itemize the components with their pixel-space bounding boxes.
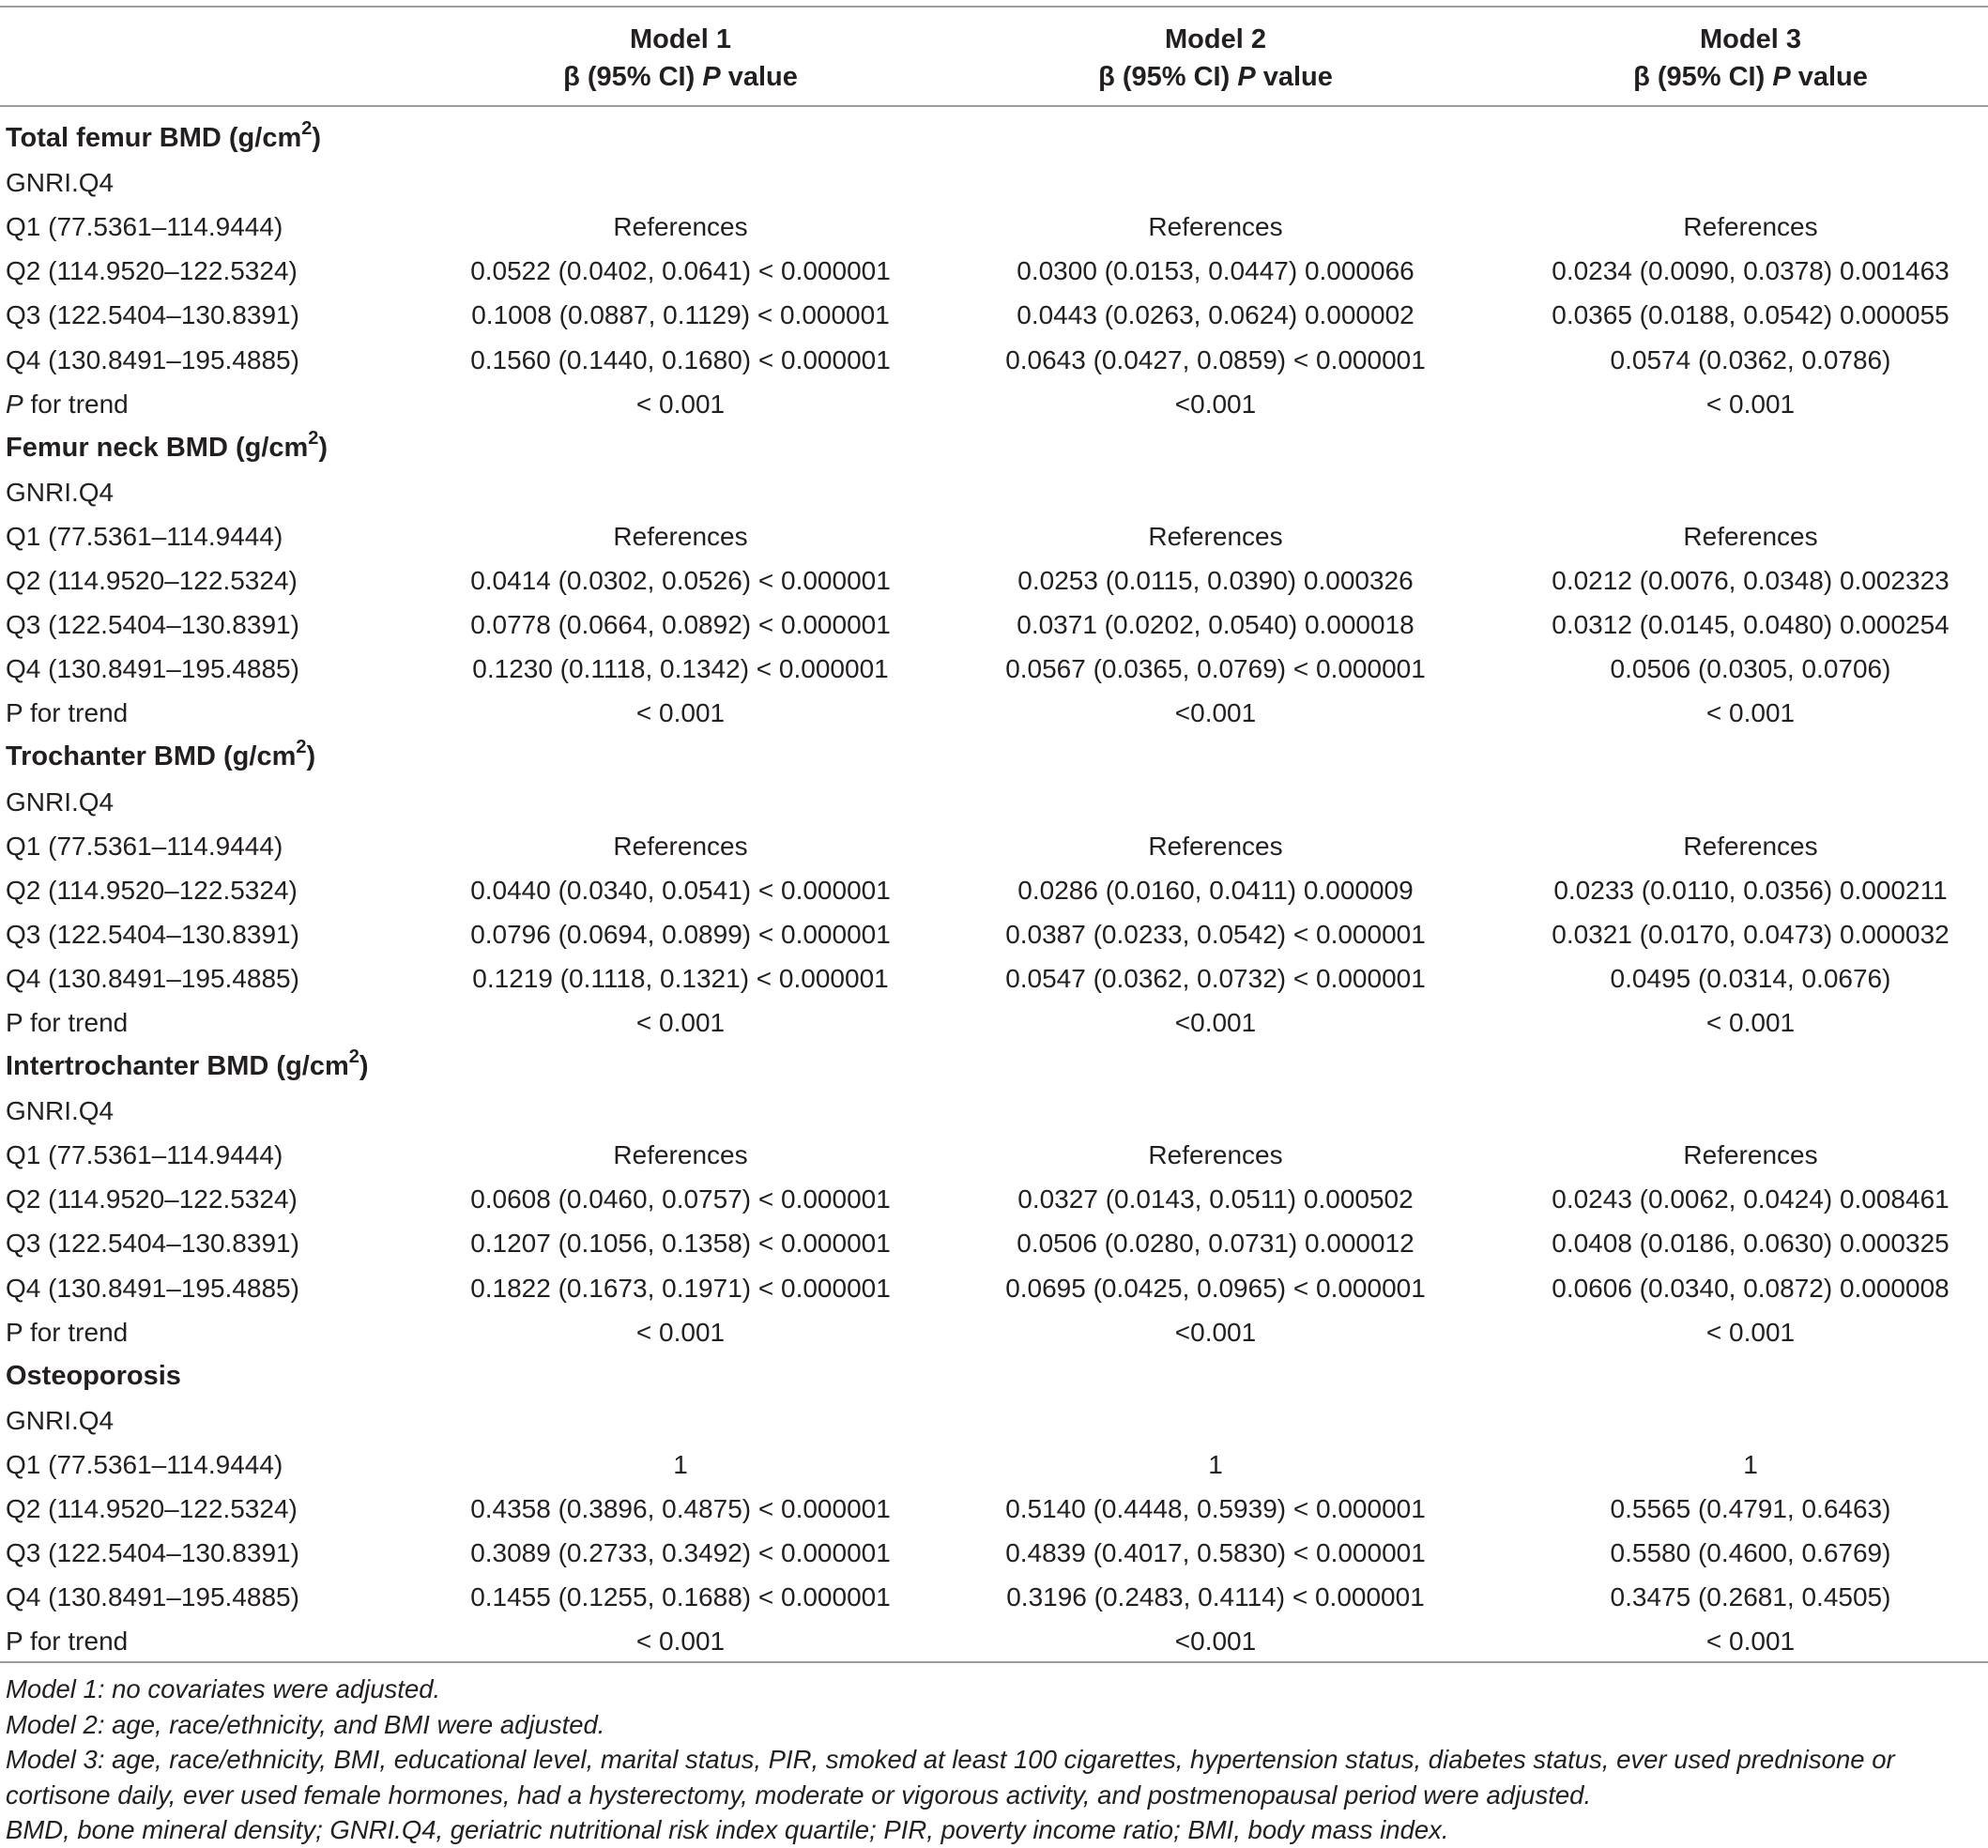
model-2-cell: 0.0327 (0.0143, 0.0511) 0.000502 (1017, 1184, 1414, 1214)
section-title-close: ) (306, 741, 316, 771)
group-label: GNRI.Q4 (6, 168, 115, 197)
column-header-model-3 (1488, 21, 1988, 96)
model-1-cell: 0.1822 (0.1673, 0.1971) < 0.000001 (470, 1274, 891, 1303)
section-header-row (0, 116, 1988, 160)
table-bottom-rule (0, 1661, 1988, 1663)
model-1-cell: 0.0440 (0.0340, 0.0541) < 0.000001 (470, 876, 891, 905)
model-3-trend: < 0.001 (1705, 698, 1796, 727)
model-3-cell: 0.0312 (0.0145, 0.0480) 0.000254 (1552, 610, 1950, 639)
model-1-cell: 0.1207 (0.1056, 0.1358) < 0.000001 (470, 1229, 891, 1258)
model-1-cell: 0.0522 (0.0402, 0.0641) < 0.000001 (470, 256, 891, 285)
row-label: Q3 (122.5404–130.8391) (6, 1229, 299, 1258)
group-label: GNRI.Q4 (6, 787, 115, 817)
group-label-row (0, 470, 1988, 514)
p-italic: P (6, 389, 23, 419)
model-2-cell: References (1148, 832, 1283, 861)
table-row (0, 824, 1988, 868)
group-label-row (0, 160, 1988, 205)
p-for-trend-label (6, 382, 129, 426)
table-row (0, 249, 1988, 293)
model-3-cell: 0.0365 (0.0188, 0.0542) 0.000055 (1552, 300, 1950, 329)
p-for-trend-label (6, 1619, 128, 1663)
row-label: Q1 (77.5361–114.9444) (6, 1140, 283, 1169)
model-1-cell: References (613, 522, 748, 551)
section-title-superscript: 2 (348, 1046, 359, 1068)
model-1-trend: < 0.001 (635, 698, 726, 727)
model-1-cell: 0.0778 (0.0664, 0.0892) < 0.000001 (470, 610, 891, 639)
row-label: Q2 (114.9520–122.5324) (6, 1494, 298, 1523)
section-title (6, 1045, 369, 1089)
column-header-model-2 (953, 21, 1478, 96)
model-3-cell: 0.0574 (0.0362, 0.0786) (1610, 345, 1891, 374)
model-1-trend: < 0.001 (635, 389, 726, 419)
row-label: Q2 (114.9520–122.5324) (6, 1184, 298, 1214)
column-subtitle: β (95% CI) P value (1633, 62, 1868, 92)
p-for-trend-label (6, 1310, 128, 1354)
model-3-trend: < 0.001 (1705, 1008, 1796, 1037)
model-2-cell: 0.0443 (0.0263, 0.0624) 0.000002 (1017, 300, 1415, 329)
p-label-text: P for trend (6, 698, 129, 727)
table-row (0, 558, 1988, 603)
model-2-cell: 0.3196 (0.2483, 0.4114) < 0.000001 (1006, 1582, 1425, 1611)
model-3-cell: 0.0234 (0.0090, 0.0378) 0.001463 (1552, 256, 1950, 285)
column-title: Model 3 (1700, 24, 1801, 54)
row-label: Q1 (77.5361–114.9444) (6, 1450, 283, 1479)
group-label-row (0, 1089, 1988, 1133)
section-title (6, 426, 328, 470)
section-title-close: ) (359, 1051, 369, 1081)
model-3-cell: 0.5565 (0.4791, 0.6463) (1610, 1494, 1891, 1523)
table-row (0, 912, 1988, 956)
table-row (0, 868, 1988, 912)
footnote: Model 1: no covariates were adjusted. (6, 1674, 441, 1703)
section-title (6, 116, 321, 160)
section-title-close: ) (312, 123, 322, 153)
row-label: Q4 (130.8491–195.4885) (6, 964, 299, 993)
p-label-text: P for trend (6, 1318, 129, 1347)
table-top-rule (0, 6, 1988, 8)
model-1-cell: References (613, 1140, 748, 1169)
model-2-cell: 0.0300 (0.0153, 0.0447) 0.000066 (1017, 256, 1415, 285)
table-row (0, 1221, 1988, 1265)
table-row (0, 205, 1988, 249)
model-3-trend: < 0.001 (1705, 1627, 1796, 1656)
column-header-model-1 (418, 21, 943, 96)
model-3-cell: 0.0212 (0.0076, 0.0348) 0.002323 (1552, 566, 1950, 595)
model-2-cell: 0.0695 (0.0425, 0.0965) < 0.000001 (1005, 1274, 1426, 1303)
section-title (6, 1354, 181, 1398)
model-3-cell: 0.0506 (0.0305, 0.0706) (1610, 654, 1891, 683)
column-title: Model 1 (630, 24, 731, 54)
model-3-cell: 0.0408 (0.0186, 0.0630) 0.000325 (1552, 1229, 1950, 1258)
section-title-text: Trochanter BMD (g/cm (6, 741, 297, 771)
group-label-row (0, 1398, 1988, 1443)
model-2-trend: <0.001 (1174, 1318, 1257, 1347)
table-footnotes (6, 1672, 1982, 1848)
model-2-cell: 0.4839 (0.4017, 0.5830) < 0.000001 (1005, 1538, 1426, 1567)
row-label: Q1 (77.5361–114.9444) (6, 212, 283, 241)
table-row (0, 1177, 1988, 1221)
model-2-cell: 0.0506 (0.0280, 0.0731) 0.000012 (1017, 1229, 1415, 1258)
model-2-trend: <0.001 (1174, 1008, 1257, 1037)
model-1-trend: < 0.001 (635, 1627, 726, 1656)
model-3-cell: 0.5580 (0.4600, 0.6769) (1610, 1538, 1891, 1567)
model-3-cell: 0.0321 (0.0170, 0.0473) 0.000032 (1552, 920, 1950, 949)
model-1-cell: 0.1008 (0.0887, 0.1129) < 0.000001 (471, 300, 890, 329)
table-row (0, 1531, 1988, 1575)
section-title-text: Osteoporosis (6, 1361, 181, 1391)
section-header-row (0, 735, 1988, 779)
p-label-text: P for trend (6, 1627, 129, 1656)
model-2-cell: 0.0286 (0.0160, 0.0411) 0.000009 (1017, 876, 1414, 905)
group-label-row (0, 780, 1988, 824)
model-2-trend: <0.001 (1174, 698, 1257, 727)
table-row (0, 1443, 1988, 1487)
model-1-cell: References (613, 212, 748, 241)
model-1-cell: References (613, 832, 748, 861)
row-label: Q2 (114.9520–122.5324) (6, 566, 298, 595)
model-1-cell: 0.1230 (0.1118, 0.1342) < 0.000001 (472, 654, 889, 683)
model-2-trend: <0.001 (1174, 1627, 1257, 1656)
model-3-cell: References (1683, 522, 1818, 551)
section-title-text: Femur neck BMD (g/cm (6, 433, 309, 463)
section-header-row (0, 1045, 1988, 1089)
model-3-cell: 0.0243 (0.0062, 0.0424) 0.008461 (1552, 1184, 1950, 1214)
model-2-cell: 0.0253 (0.0115, 0.0390) 0.000326 (1017, 566, 1414, 595)
model-1-cell: 0.0796 (0.0694, 0.0899) < 0.000001 (470, 920, 891, 949)
section-title-superscript: 2 (296, 737, 307, 758)
row-label: Q3 (122.5404–130.8391) (6, 610, 299, 639)
model-2-cell: 1 (1208, 1450, 1223, 1479)
model-3-cell: References (1683, 212, 1818, 241)
table-row (0, 1133, 1988, 1177)
model-1-cell: 0.3089 (0.2733, 0.3492) < 0.000001 (470, 1538, 891, 1567)
table-row (0, 1266, 1988, 1310)
p-label-text: for trend (23, 389, 129, 419)
p-label-text: P for trend (6, 1008, 129, 1037)
model-1-trend: < 0.001 (635, 1008, 726, 1037)
model-3-cell: References (1683, 832, 1818, 861)
model-2-cell: References (1148, 212, 1283, 241)
model-2-cell: 0.0387 (0.0233, 0.0542) < 0.000001 (1005, 920, 1426, 949)
footnote: Model 3: age, race/ethnicity, BMI, educational level, marital status, PIR, smoked at least 100 cigarettes, hypertension status, diabetes status, ever used prednisone or cortisone daily, ever used female hormones, had a hysterectomy, moderate or vigorous activity, and postmenopausal period were adjusted. (6, 1745, 1895, 1810)
column-title: Model 2 (1165, 24, 1266, 54)
row-label: Q3 (122.5404–130.8391) (6, 1538, 299, 1567)
model-1-cell: 0.1219 (0.1118, 0.1321) < 0.000001 (472, 964, 889, 993)
model-3-trend: < 0.001 (1705, 1318, 1796, 1347)
table-row (0, 338, 1988, 382)
model-1-cell: 0.0414 (0.0302, 0.0526) < 0.000001 (470, 566, 891, 595)
model-3-cell: 0.0606 (0.0340, 0.0872) 0.000008 (1552, 1274, 1950, 1303)
row-label: Q4 (130.8491–195.4885) (6, 654, 299, 683)
p-for-trend-row (0, 1619, 1988, 1663)
row-label: Q2 (114.9520–122.5324) (6, 256, 298, 285)
model-3-cell: References (1683, 1140, 1818, 1169)
model-3-cell: 1 (1743, 1450, 1758, 1479)
p-for-trend-row (0, 1000, 1988, 1045)
model-3-cell: 0.3475 (0.2681, 0.4505) (1610, 1582, 1891, 1611)
section-title-superscript: 2 (301, 118, 313, 140)
footnote: BMD, bone mineral density; GNRI.Q4, geriatric nutritional risk index quartile; PIR, poverty income ratio; BMI, body mass index. (6, 1815, 1449, 1844)
model-2-cell: References (1148, 1140, 1283, 1169)
table-row (0, 514, 1988, 558)
model-2-trend: <0.001 (1174, 389, 1257, 419)
section-header-row (0, 426, 1988, 470)
model-1-cell: 0.1560 (0.1440, 0.1680) < 0.000001 (470, 345, 891, 374)
section-header-row (0, 1354, 1988, 1398)
model-3-trend: < 0.001 (1705, 389, 1796, 419)
footnote: Model 2: age, race/ethnicity, and BMI were adjusted. (6, 1709, 605, 1739)
table-row (0, 647, 1988, 691)
model-2-cell: 0.0371 (0.0202, 0.0540) 0.000018 (1017, 610, 1415, 639)
table-header-rule (0, 105, 1988, 107)
table-row (0, 293, 1988, 337)
row-label: Q4 (130.8491–195.4885) (6, 1274, 299, 1303)
section-title-close: ) (318, 433, 329, 463)
p-for-trend-row (0, 1310, 1988, 1354)
model-2-cell: 0.5140 (0.4448, 0.5939) < 0.000001 (1005, 1494, 1426, 1523)
table-row (0, 603, 1988, 647)
row-label: Q4 (130.8491–195.4885) (6, 345, 299, 374)
section-title (6, 735, 315, 779)
model-3-cell: 0.0495 (0.0314, 0.0676) (1610, 964, 1891, 993)
table-row (0, 1575, 1988, 1619)
row-label: Q1 (77.5361–114.9444) (6, 522, 283, 551)
row-label: Q3 (122.5404–130.8391) (6, 300, 299, 329)
model-1-cell: 0.4358 (0.3896, 0.4875) < 0.000001 (470, 1494, 891, 1523)
group-label: GNRI.Q4 (6, 1096, 115, 1125)
model-1-cell: 1 (673, 1450, 688, 1479)
model-2-cell: 0.0567 (0.0365, 0.0769) < 0.000001 (1005, 654, 1426, 683)
section-title-text: Intertrochanter BMD (g/cm (6, 1051, 349, 1081)
row-label: Q1 (77.5361–114.9444) (6, 832, 283, 861)
section-title-superscript: 2 (308, 428, 319, 450)
model-1-trend: < 0.001 (635, 1318, 726, 1347)
model-3-cell: 0.0233 (0.0110, 0.0356) 0.000211 (1553, 876, 1948, 905)
p-for-trend-label (6, 1000, 128, 1045)
p-for-trend-label (6, 691, 128, 735)
row-label: Q3 (122.5404–130.8391) (6, 920, 299, 949)
group-label: GNRI.Q4 (6, 1406, 115, 1435)
table-row (0, 1487, 1988, 1531)
section-title-text: Total femur BMD (g/cm (6, 123, 302, 153)
model-1-cell: 0.1455 (0.1255, 0.1688) < 0.000001 (470, 1582, 891, 1611)
p-for-trend-row (0, 382, 1988, 426)
table-row (0, 956, 1988, 1000)
model-2-cell: 0.0547 (0.0362, 0.0732) < 0.000001 (1005, 964, 1426, 993)
group-label: GNRI.Q4 (6, 478, 115, 507)
row-label: Q4 (130.8491–195.4885) (6, 1582, 299, 1611)
model-1-cell: 0.0608 (0.0460, 0.0757) < 0.000001 (470, 1184, 891, 1214)
model-2-cell: 0.0643 (0.0427, 0.0859) < 0.000001 (1005, 345, 1426, 374)
row-label: Q2 (114.9520–122.5324) (6, 876, 298, 905)
column-subtitle: β (95% CI) P value (563, 62, 798, 92)
model-2-cell: References (1148, 522, 1283, 551)
column-subtitle: β (95% CI) P value (1098, 62, 1333, 92)
p-for-trend-row (0, 691, 1988, 735)
